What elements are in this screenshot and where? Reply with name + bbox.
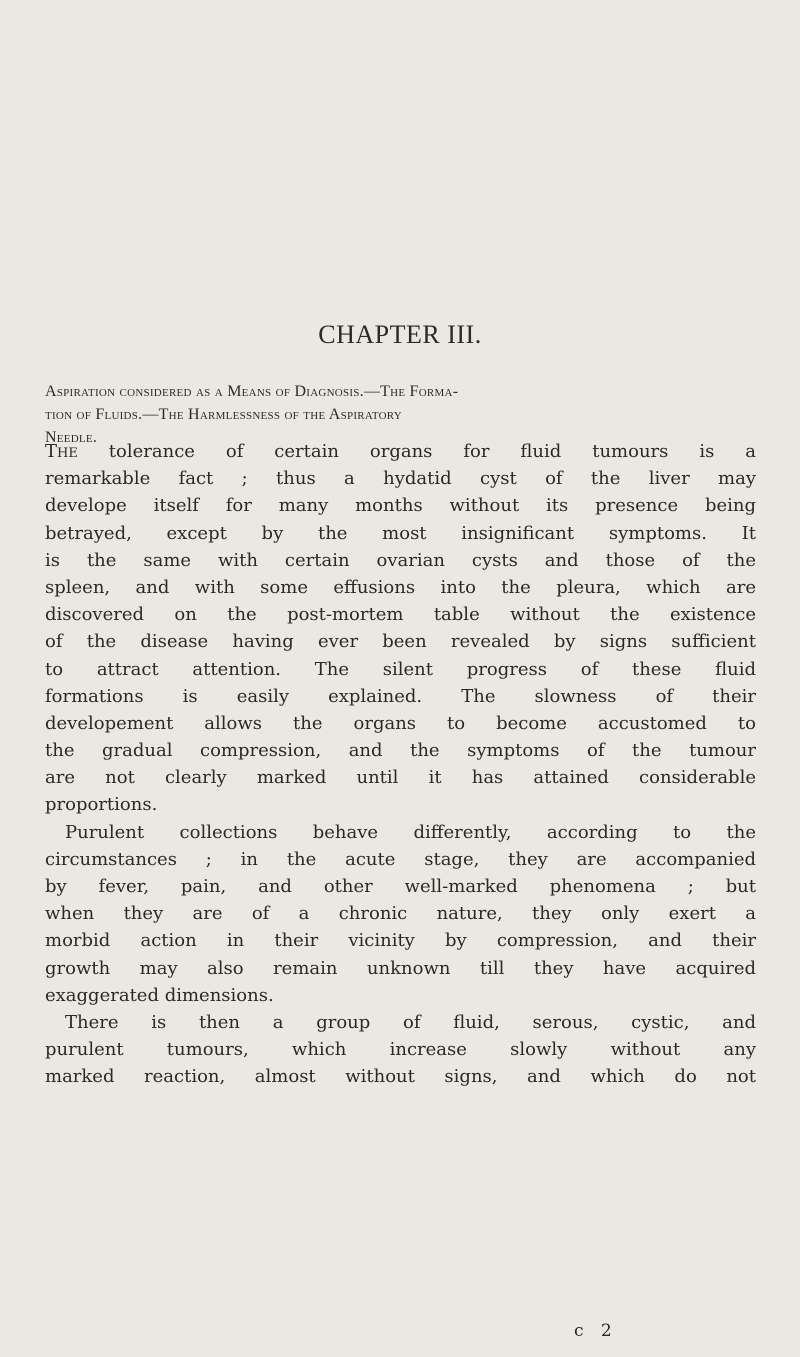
text-line: is the same with certain ovarian cysts and those of the xyxy=(45,549,756,571)
text-line-rest: tolerance of certain organs for fluid tumours is a xyxy=(77,441,756,462)
text-line: formations is easily explained. The slowness of their xyxy=(45,685,756,707)
text-line: proportions. xyxy=(45,794,158,816)
text-line: discovered on the post-mortem table without the existence xyxy=(45,604,756,626)
text-line: develope itself for many months without its presence being xyxy=(45,495,756,517)
text-line: to attract attention. The silent progress of these fluid xyxy=(45,658,756,680)
text-line xyxy=(45,438,756,465)
opening-word: The xyxy=(45,441,78,462)
chapter-title: CHAPTER III. xyxy=(318,320,482,349)
text-line: exaggerated dimensions. xyxy=(45,984,274,1006)
text-line: Purulent collections behave differently, according to the xyxy=(65,821,756,843)
text-line: betrayed, except by the most insignificant symptoms. It xyxy=(45,522,756,544)
signature-mark: c 2 xyxy=(574,1321,618,1341)
text-line: spleen, and with some effusions into the pleura, which are xyxy=(45,576,756,598)
text-line: are not clearly marked until it has attained considerable xyxy=(45,767,756,789)
text-line: morbid action in their vicinity by compression, and their xyxy=(45,930,756,952)
text-line: marked reaction, almost without signs, and which do not xyxy=(45,1066,756,1088)
text-line: when they are of a chronic nature, they only exert a xyxy=(45,903,756,925)
text-line: circumstances ; in the acute stage, they are accompanied xyxy=(45,848,756,870)
text-line: developement allows the organs to become accustomed to xyxy=(45,712,756,734)
text-line: by fever, pain, and other well-marked phenomena ; but xyxy=(45,876,756,897)
summary-line: Needle. xyxy=(45,429,98,446)
text-line: growth may also remain unknown till they have acquired xyxy=(45,957,756,979)
summary-line: tion of Fluids.—The Harmlessness of the Aspiratory xyxy=(45,406,402,423)
summary-line: Aspiration considered as a Means of Diagnosis.—The Forma- xyxy=(45,383,459,400)
text-line: the gradual compression, and the symptoms of the tumour xyxy=(45,740,756,762)
text-line: There is then a group of fluid, serous, cystic, and xyxy=(65,1011,756,1033)
body-text xyxy=(45,438,756,1091)
text-line: purulent tumours, which increase slowly without any xyxy=(45,1039,756,1061)
text-line: of the disease having ever been revealed by signs sufficient xyxy=(45,631,756,653)
text-line: remarkable fact ; thus a hydatid cyst of the liver may xyxy=(45,468,756,490)
